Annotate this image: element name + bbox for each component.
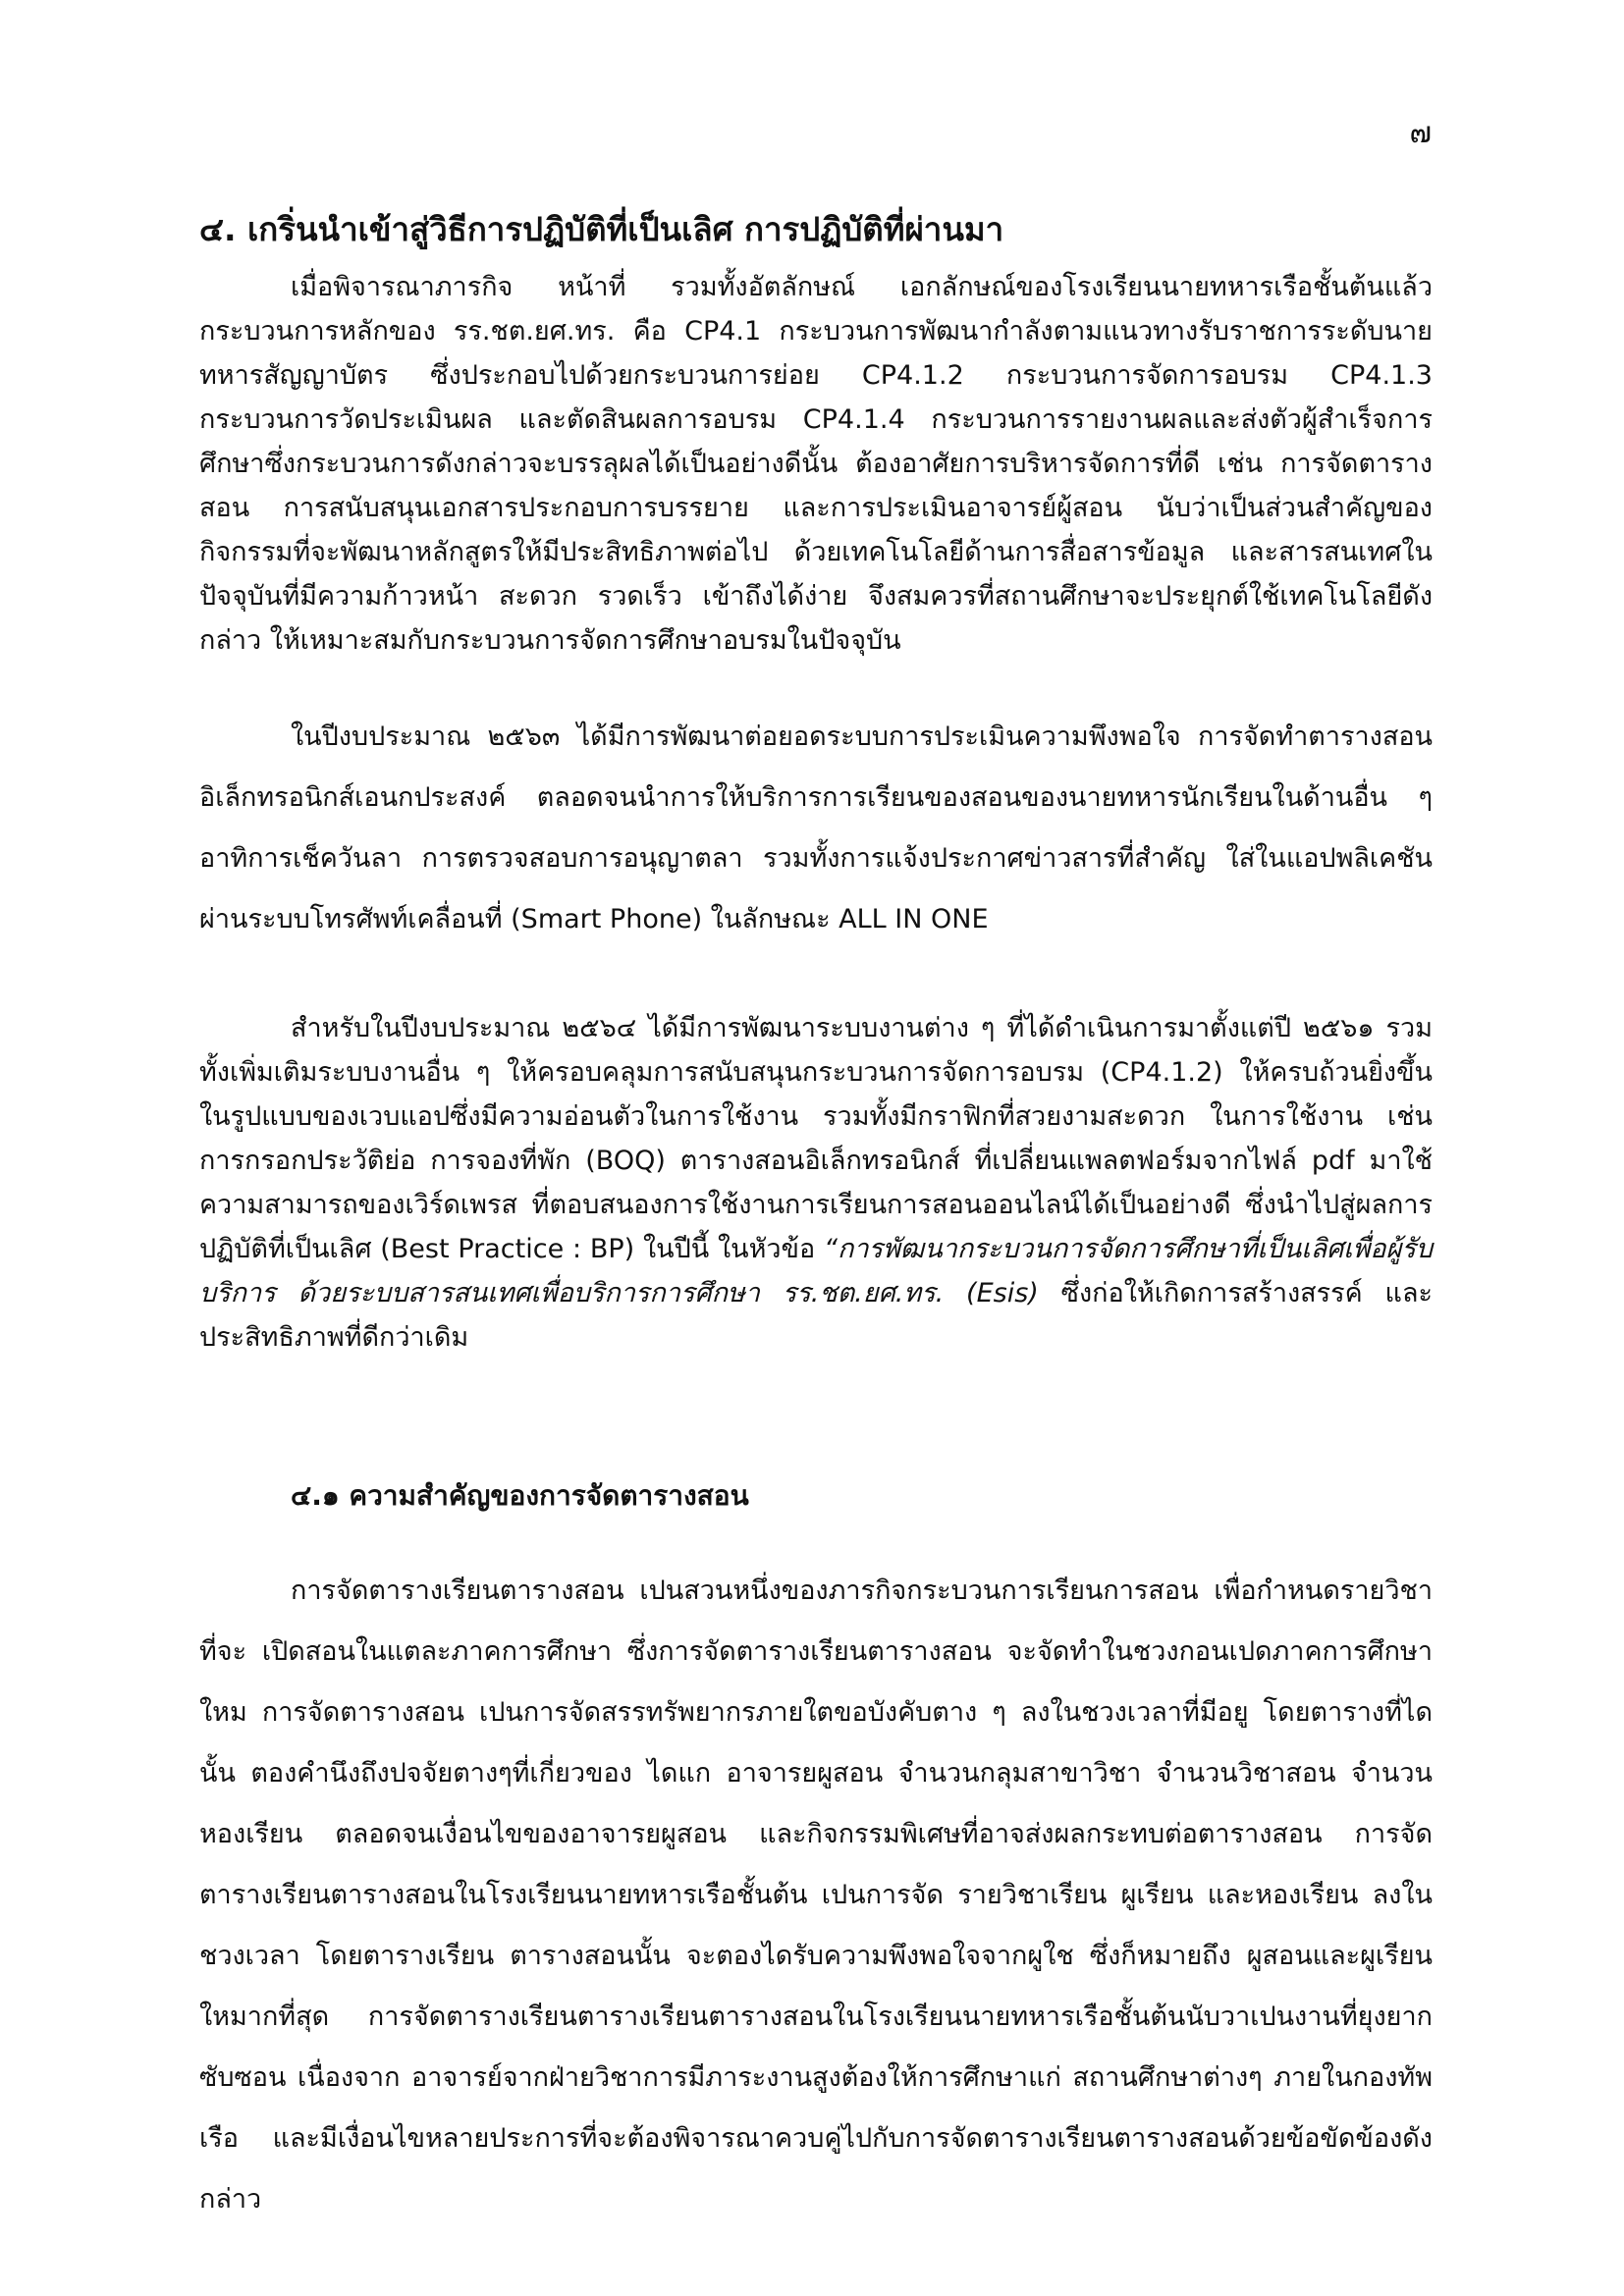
section-heading: ๔. เกริ่นนำเข้าสู่วิธีการปฏิบัติที่เป็นเลิศ การปฏิบัติที่ผ่านมา <box>199 210 1004 248</box>
paragraph-2: ในปีงบประมาณ ๒๕๖๓ ได้มีการพัฒนาต่อยอดระบบการประเมินความพึงพอใจ การจัดทำตารางสอนอิเล็กทรอนิกส์เอนกประสงค์ ตลอดจนนำการให้บริการการเรียนของสอนของนายทหารนักเรียนในด้านอื่น ๆ อาทิการเช็ควันลา การตรวจสอบการอนุญาตลา รวมทั้งการแจ้งประกาศข่าวสารที่สำคัญ ใส่ในแอปพลิเคชัน ผ่านระบบโทรศัพท์เคลื่อนที่ (Smart Phone) ในลักษณะ ALL IN ONE <box>199 721 1433 934</box>
paragraph-3-text: สำหรับในปีงบประมาณ ๒๕๖๔ ได้มีการพัฒนาระบบงานต่าง ๆ ที่ได้ดำเนินการมาตั้งแต่ปี ๒๕๖๑ รวมทั้งเพิ่มเติมระบบงานอื่น ๆ ให้ครอบคลุมการสนับสนุนกระบวนการจัดการอบรม (CP4.1.2) ให้ครบถ้วนยิ่งขึ้น ในรูปแบบของเวบแอปซึ่งมีความอ่อนตัวในการใช้งาน รวมทั้งมีกราฟิกที่สวยงามสะดวก ในการใช้งาน เช่น การกรอกประวัติย่อ การจองที่พัก (BOQ) ตารางสอนอิเล็กทรอนิกส์ ที่เปลี่ยนแพลตฟอร์มจากไฟล์ pdf มาใช้ความสามารถของเวิร์ดเพรส ที่ตอบสนองการใช้งานการเรียนการสอนออนไลน์ได้เป็นอย่างดี ซึ่งนำไปสู่ผลการปฏิบัติที่เป็นเลิศ (Best Practice : BP) ในปีนี้ ในหัวข้อ <box>199 1013 1433 1264</box>
page-number: ๗ <box>1409 116 1432 150</box>
paragraph-3-ending: ซึ่งก่อให้เกิดการสร้างสรรค์ และประสิทธิภาพที่ดีกว่าเดิม <box>199 1278 1433 1353</box>
paragraph-3 <box>199 1006 1433 1360</box>
subsection-heading: ๔.๑ ความสำคัญของการจัดตารางสอน <box>291 1479 749 1512</box>
paragraph-1: เมื่อพิจารณาภารกิจ หน้าที่ รวมทั้งอัตลักษณ์ เอกลักษณ์ของโรงเรียนนายทหารเรือชั้นต้นแล้ว กระบวนการหลักของ รร.ชต.ยศ.ทร. คือ CP4.1 กระบวนการพัฒนากำลังตามแนวทางรับราชการระดับนายทหารสัญญาบัตร ซึ่งประกอบไปด้วยกระบวนการย่อย CP4.1.2 กระบวนการจัดการอบรม CP4.1.3 กระบวนการวัดประเมินผล และตัดสินผลการอบรม CP4.1.4 กระบวนการรายงานผลและส่งตัวผู้สำเร็จการศึกษาซึ่งกระบวนการดังกล่าวจะบรรลุผลได้เป็นอย่างดีนั้น ต้องอาศัยการบริหารจัดการที่ดี เช่น การจัดตารางสอน การสนับสนุนเอกสารประกอบการบรรยาย และการประเมินอาจารย์ผู้สอน นับว่าเป็นส่วนสำคัญของกิจกรรมที่จะพัฒนาหลักสูตรให้มีประสิทธิภาพต่อไป ด้วยเทคโนโลยีด้านการสื่อสารข้อมูล และสารสนเทศในปัจจุบันที่มีความก้าวหน้า สะดวก รวดเร็ว เข้าถึงได้ง่าย จึงสมควรที่สถานศึกษาจะประยุกต์ใช้เทคโนโลยีดังกล่าว ให้เหมาะสมกับกระบวนการจัดการศึกษาอบรมในปัจจุบัน <box>199 272 1433 656</box>
best-practice-title: “การพัฒนากระบวนการจัดการศึกษาที่เป็นเลิศเพื่อผู้รับบริการ ด้วยระบบสารสนเทศเพื่อบริการการศึกษา รร.ชต.ยศ.ทร. (Esis) <box>199 1234 1433 1308</box>
paragraph-4: การจัดตารางเรียนตารางสอน เปนสวนหนึ่งของภารกิจกระบวนการเรียนการสอน เพื่อกำหนดรายวิชาที่จะ เปิดสอนในแตละภาคการศึกษา ซึ่งการจัดตารางเรียนตารางสอน จะจัดทำในชวงกอนเปดภาคการศึกษาใหม การจัดตารางสอน เปนการจัดสรรทรัพยากรภายใตขอบังคับตาง ๆ ลงในชวงเวลาที่มีอยู โดยตารางที่ไดนั้น ตองคำนึงถึงปจจัยตางๆที่เกี่ยวของ ไดแก อาจารยผูสอน จำนวนกลุมสาขาวิชา จำนวนวิชาสอน จำนวนหองเรียน ตลอดจนเงื่อนไขของอาจารยผูสอน และกิจกรรมพิเศษที่อาจส่งผลกระทบต่อตารางสอน การจัดตารางเรียนตารางสอนในโรงเรียนนายทหารเรือชั้นต้น เปนการจัด รายวิชาเรียน ผูเรียน และหองเรียน ลงในชวงเวลา โดยตารางเรียน ตารางสอนนั้น จะตองไดรับความพึงพอใจจากผูใช ซึ่งก็หมายถึง ผูสอนและผูเรียน ใหมากที่สุด การจัดตารางเรียนตารางเรียนตารางสอนในโรงเรียนนายทหารเรือชั้นต้นนับวาเปนงานที่ยุงยาก ซับซอน เนื่องจาก อาจารย์จากฝ่ายวิชาการมีภาระงานสูงต้องให้การศึกษาแก่ สถานศึกษาต่างๆ ภายในกองทัพเรือ และมีเงื่อนไขหลายประการที่จะต้องพิจารณาควบคู่ไปกับการจัดตารางเรียนตารางสอนด้วยข้อขัดข้องดังกล่าว <box>199 1575 1433 2215</box>
